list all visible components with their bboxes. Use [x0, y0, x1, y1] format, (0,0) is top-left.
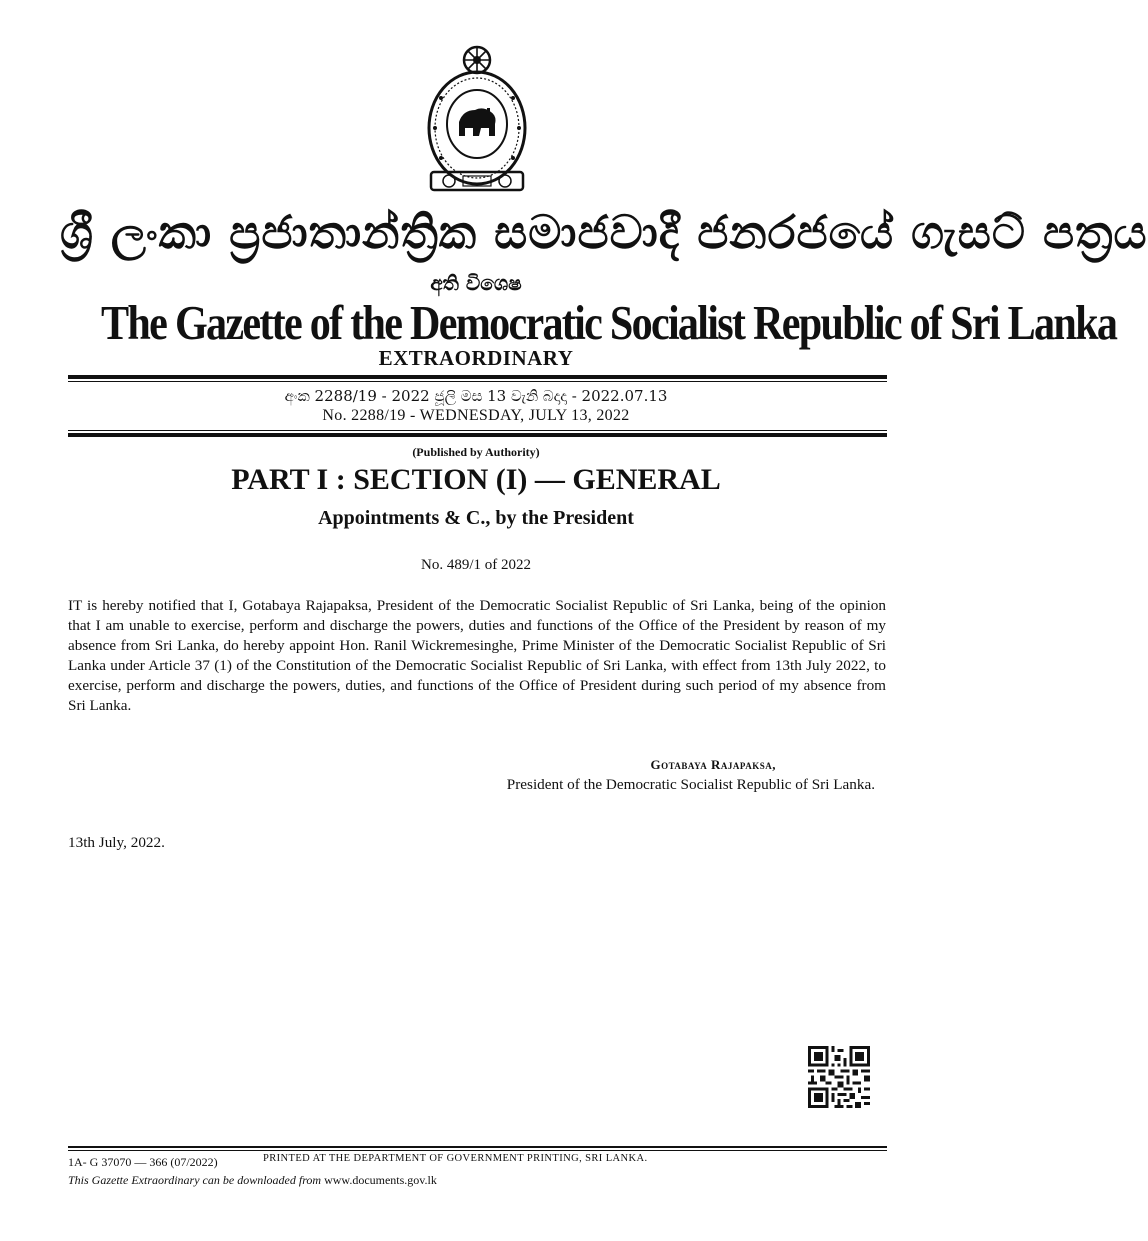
footer-download-note: [68, 1172, 437, 1188]
notice-date: 13th July, 2022.: [68, 834, 165, 851]
sinhala-extraordinary-label: අති විශෙෂ: [430, 271, 522, 295]
signatory-title: President of the Democratic Socialist Republic of Sri Lanka.: [506, 776, 875, 793]
footer-printer: PRINTED AT THE DEPARTMENT OF GOVERNMENT PRINTING, SRI LANKA.: [263, 1153, 648, 1164]
notice-number: No. 489/1 of 2022: [421, 557, 531, 573]
footer-code: 1A- G 37070 — 366 (07/2022): [68, 1155, 218, 1169]
mid-rule-thick: [68, 433, 887, 437]
signatory-name: Gotabaya Rajapaksa,: [650, 757, 776, 772]
part-section-heading: PART I : SECTION (I) — GENERAL: [231, 463, 721, 496]
published-by-authority: (Published by Authority): [412, 445, 540, 459]
footer-rule-thick: [68, 1146, 887, 1148]
footer-rule-thin: [68, 1150, 887, 1151]
footer-download-url[interactable]: www.documents.gov.lk: [324, 1173, 437, 1187]
top-rule-thick: [68, 375, 887, 379]
state-emblem-icon: [425, 44, 529, 196]
issue-line-english: No. 2288/19 - WEDNESDAY, JULY 13, 2022: [322, 407, 630, 424]
sinhala-gazette-title: ශ්‍රී ලංකා ප්‍රජාතාන්ත්‍රික සමාජවාදී ජනරජයේ ගැසට් පත්‍රය: [60, 205, 1148, 259]
footer-download-text: This Gazette Extraordinary can be downloaded from: [68, 1173, 322, 1187]
top-rule-thin: [68, 381, 887, 382]
qr-code-icon: [808, 1046, 870, 1108]
extraordinary-label: EXTRAORDINARY: [378, 346, 574, 370]
appointments-heading: Appointments & C., by the President: [318, 507, 634, 529]
mid-rule-thin: [68, 430, 887, 431]
issue-line-sinhala: අංක 2288/19 - 2022 ජූලි මස 13 වැනි බදාදා - 2022.07.13: [284, 387, 668, 405]
notice-body: IT is hereby notified that I, Gotabaya Rajapaksa, President of the Democratic Socialist Republic of Sri Lanka, being of the opinion that I am unable to exercise, perform and discharge the powers, duties and functions of the Office of the President by reason of my absence from Sri Lanka, do hereby appoint Hon. Ranil Wickremesinghe, Prime Minister of the Democratic Socialist Republic of Sri Lanka under Article 37 (1) of the Constitution of the Democratic Socialist Republic of Sri Lanka, with effect from 13th July 2022, to exercise, perform and discharge the powers, duties, and functions of the Office of President during such period of my absence from Sri Lanka.: [68, 597, 886, 714]
english-gazette-title: The Gazette of the Democratic Socialist Republic of Sri Lanka: [101, 295, 1117, 350]
